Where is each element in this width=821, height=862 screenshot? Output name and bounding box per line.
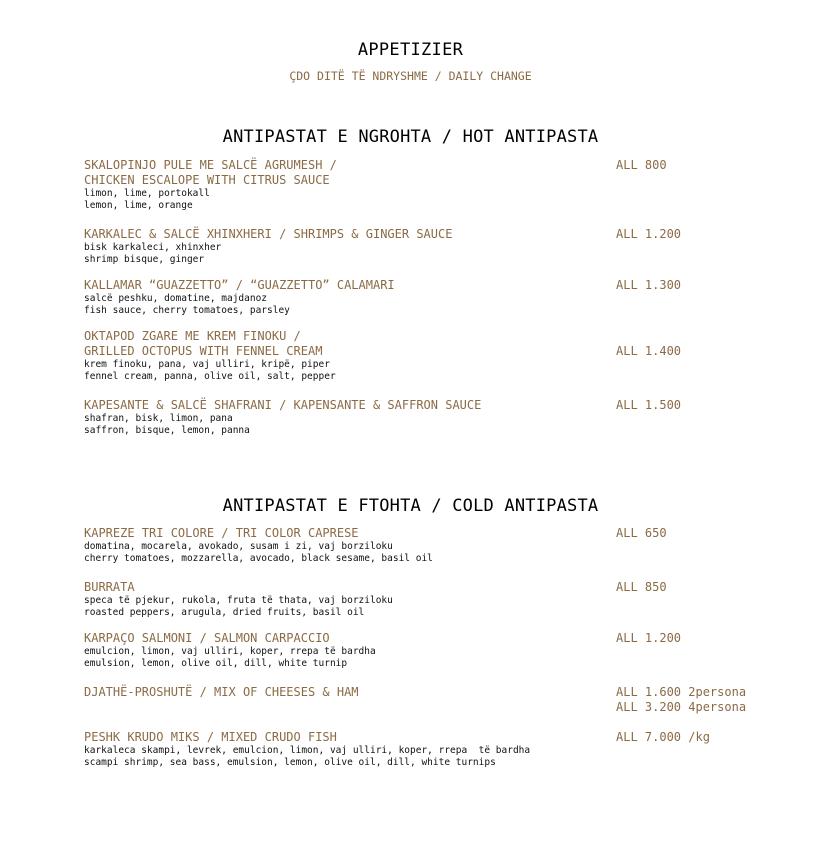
item-name: DJATHË-PROSHUTË / MIX OF CHEESES & HAM	[84, 685, 359, 699]
item-price: ALL 1.600 2persona	[616, 685, 747, 699]
item-desc: limon, lime, portokall	[84, 188, 210, 199]
item-desc: shrimp bisque, ginger	[84, 254, 205, 265]
item-price: ALL 800	[616, 158, 667, 172]
item-price: ALL 1.200	[616, 631, 682, 645]
item-desc: karkaleca skampi, levrek, emulcion, limon, vaj ulliri, koper, rrepa të bardha	[84, 745, 531, 756]
item-name: SKALOPINJO PULE ME SALCË AGRUMESH /	[84, 158, 337, 172]
cold-section-title: ANTIPASTAT E FTOHTA / COLD ANTIPASTA	[222, 496, 599, 516]
item-price: ALL 850	[616, 580, 667, 594]
item-desc: roasted peppers, arugula, dried fruits, basil oil	[84, 607, 365, 618]
item-desc: bisk karkaleci, xhinxher	[84, 242, 222, 253]
menu-item	[84, 158, 784, 212]
item-name: KAPESANTE & SALCË SHAFRANI / KAPENSANTE & SAFFRON SAUCE	[84, 398, 482, 412]
menu-subtitle: ÇDO DITË TË NDRYSHME / DAILY CHANGE	[289, 69, 532, 83]
item-desc: cherry tomatoes, mozzarella, avocado, black sesame, basil oil	[84, 553, 433, 564]
item-desc: domatina, mocarela, avokado, susam i zi, vaj borziloku	[84, 541, 393, 552]
item-name: KALLAMAR “GUAZZETTO” / “GUAZZETTO” CALAMARI	[84, 278, 395, 292]
item-price: ALL 1.300	[616, 278, 682, 292]
item-name: KARKALEC & SALCË XHINXHERI / SHRIMPS & GINGER SAUCE	[84, 227, 453, 241]
item-desc: lemon, lime, orange	[84, 200, 193, 211]
item-desc: salcë peshku, domatine, majdanoz	[84, 293, 268, 304]
item-desc: fennel cream, panna, olive oil, salt, pepper	[84, 371, 336, 382]
hot-section-title: ANTIPASTAT E NGROHTA / HOT ANTIPASTA	[222, 127, 599, 147]
item-name: BURRATA	[84, 580, 135, 594]
menu-item	[84, 580, 784, 619]
item-name: OKTAPOD ZGARE ME KREM FINOKU /	[84, 329, 301, 343]
item-desc: scampi shrimp, sea bass, emulsion, lemon, olive oil, dill, white turnips	[84, 757, 496, 768]
item-name: KAPREZE TRI COLORE / TRI COLOR CAPRESE	[84, 526, 359, 540]
item-desc: saffron, bisque, lemon, panna	[84, 425, 250, 436]
menu-title: APPETIZIER	[357, 40, 464, 60]
menu-item	[84, 526, 784, 565]
item-price: ALL 7.000 /kg	[616, 730, 710, 744]
item-price: ALL 3.200 4persona	[616, 700, 747, 714]
item-desc: speca të pjekur, rukola, fruta të thata, vaj borziloku	[84, 595, 393, 606]
item-price: ALL 1.400	[616, 344, 682, 358]
item-desc: krem finoku, pana, vaj ulliri, kripë, piper	[84, 359, 330, 370]
item-price: ALL 1.500	[616, 398, 682, 412]
item-desc: emulsion, lemon, olive oil, dill, white turnip	[84, 658, 348, 669]
item-name: PESHK KRUDO MIKS / MIXED CRUDO FISH	[84, 730, 337, 744]
item-name: CHICKEN ESCALOPE WITH CITRUS SAUCE	[84, 173, 330, 187]
item-desc: fish sauce, cherry tomatoes, parsley	[84, 305, 290, 316]
item-price: ALL 1.200	[616, 227, 682, 241]
item-name: KARPAÇO SALMONI / SALMON CARPACCIO	[84, 631, 330, 645]
item-name: GRILLED OCTOPUS WITH FENNEL CREAM	[84, 344, 323, 358]
item-desc: emulcion, limon, vaj ulliri, koper, rrepa të bardha	[84, 646, 376, 657]
item-desc: shafran, bisk, limon, pana	[84, 413, 233, 424]
item-price: ALL 650	[616, 526, 667, 540]
